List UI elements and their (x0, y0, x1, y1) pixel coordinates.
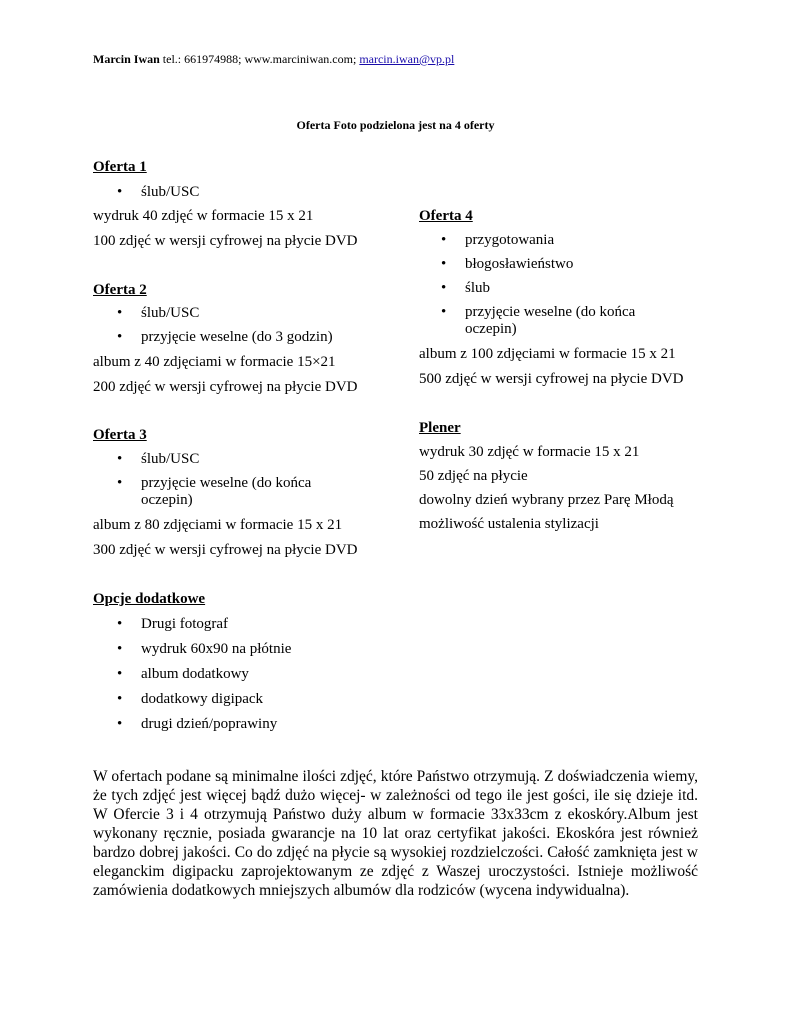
list-item: • przygotowania (441, 232, 635, 249)
list-item-text: oczepin) (465, 321, 517, 337)
email-link[interactable]: marcin.iwan@vp.pl (359, 52, 455, 66)
list-item: • album dodatkowy (117, 666, 291, 683)
list-item-text: oczepin) (141, 492, 193, 508)
list-item: • ślub/USC (117, 305, 333, 322)
oferta-4-line: 500 zdjęć w wersji cyfrowej na płycie DVD (419, 371, 684, 387)
document-title: Oferta Foto podzielona jest na 4 oferty (296, 118, 495, 132)
oferta-3-list (117, 451, 311, 509)
plener-line: możliwość ustalenia stylizacji (419, 516, 599, 532)
oferta-2-list (117, 305, 333, 346)
list-item: • ślub/USC (117, 451, 311, 468)
list-item: • przyjęcie weselne (do 3 godzin) (117, 329, 333, 346)
oferta-1-heading: Oferta 1 (93, 159, 147, 175)
list-item: • Drugi fotograf (117, 616, 291, 633)
oferta-3-heading: Oferta 3 (93, 427, 147, 443)
opcje-heading: Opcje dodatkowe (93, 591, 206, 607)
oferta-4-line: album z 100 zdjęciami w formacie 15 x 21 (419, 346, 676, 362)
oferta-4-list (441, 232, 635, 338)
list-item: • błogosławieństwo (441, 256, 635, 273)
list-item (117, 475, 311, 509)
list-item: • drugi dzień/poprawiny (117, 716, 291, 733)
oferta-1-line: 100 zdjęć w wersji cyfrowej na płycie DVD (93, 233, 358, 249)
plener-line: wydruk 30 zdjęć w formacie 15 x 21 (419, 444, 640, 460)
plener-line: dowolny dzień wybrany przez Parę Młodą (419, 492, 674, 508)
list-item: • ślub (441, 280, 635, 297)
oferta-1-line: wydruk 40 zdjęć w formacie 15 x 21 (93, 208, 314, 224)
list-item-text: przyjęcie weselne (do końca (465, 304, 636, 320)
oferta-2-line: album z 40 zdjęciami w formacie 15×21 (93, 354, 336, 370)
list-item-text: przyjęcie weselne (do końca (141, 475, 312, 491)
list-item: • wydruk 60x90 na płótnie (117, 641, 291, 658)
oferta-3-line: 300 zdjęć w wersji cyfrowej na płycie DVD (93, 542, 358, 558)
opcje-list (117, 616, 291, 733)
contact-info: tel.: 661974988; www.marciniwan.com; (159, 52, 360, 66)
page-header (93, 52, 454, 67)
oferta-3-line: album z 80 zdjęciami w formacie 15 x 21 (93, 517, 343, 533)
list-item: • ślub/USC (117, 184, 199, 201)
list-item (441, 304, 635, 338)
author-name: Marcin Iwan (93, 52, 160, 66)
closing-paragraph: W ofertach podane są minimalne ilości zdjęć, które Państwo otrzymują. Z doświadczenia wiemy, że tych zdjęć jest więcej bądź dużo więcej- w zależności od tego ile jest gości, ile się dzieje itd. W Ofercie 3 i 4 otrzymują Państwo duży album w formacie 33x33cm z ekoskóry.Album jest wykonany ręcznie, posiada gwarancje na 10 lat oraz certyfikat jakości. Ekoskóra jest również bardzo dobrej jakości. Co do zdjęć na płycie są wysokiej rozdzielczości. Całość zamknięta jest w eleganckim digipacku zaprojektowanym ze zdjęć z Waszej uroczystości. Istnieje możliwość zamówienia dodatkowych mniejszych albumów dla rodziców (wycena indywidualna). (93, 768, 698, 899)
plener-line: 50 zdjęć na płycie (419, 468, 528, 484)
oferta-2-line: 200 zdjęć w wersji cyfrowej na płycie DVD (93, 379, 358, 395)
list-item: • dodatkowy digipack (117, 691, 291, 708)
oferta-1-list (117, 184, 199, 201)
oferta-2-heading: Oferta 2 (93, 282, 147, 298)
oferta-4-heading: Oferta 4 (419, 208, 473, 224)
plener-heading: Plener (419, 420, 461, 436)
